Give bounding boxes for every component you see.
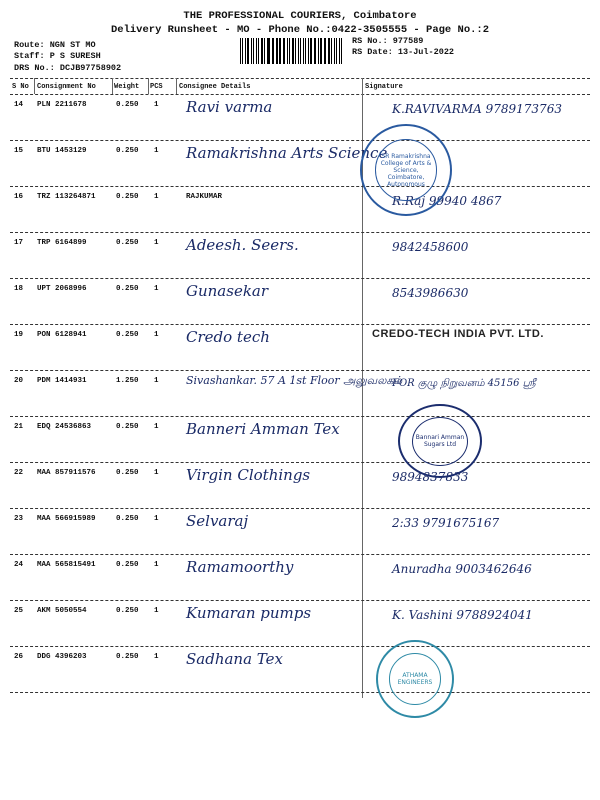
col-divider [34, 78, 35, 94]
row-sno: 26 [14, 653, 24, 661]
row-pcs: 1 [154, 285, 159, 293]
row-consignee: Kumaran pumps [186, 604, 312, 622]
barcode-bar [318, 38, 319, 64]
college-seal [360, 124, 452, 216]
barcode-bar [331, 38, 332, 64]
runsheet-subtitle: Delivery Runsheet - MO - Phone No.:0422-3505555 - Page No.:2 [110, 24, 490, 36]
barcode-bar [300, 38, 301, 64]
row-consignee: Sivashankar. 57 A 1st Floor அலுவலகம் [186, 374, 403, 387]
row-separator [10, 416, 590, 417]
row-pcs: 1 [154, 561, 159, 569]
row-sno: 21 [14, 423, 24, 431]
row-consignee: Virgin Clothings [186, 466, 311, 484]
col-head-signature: Signature [365, 83, 403, 91]
barcode [240, 38, 344, 64]
row-sno: 23 [14, 515, 24, 523]
row-pcs: 1 [154, 331, 159, 339]
row-pcs: 1 [154, 101, 159, 109]
row-sno: 18 [14, 285, 24, 293]
row-consignment-no: PDM 1414931 [37, 377, 87, 385]
barcode-bar [339, 38, 340, 64]
barcode-bar [310, 38, 312, 64]
col-head-consignee: Consignee Details [179, 83, 251, 91]
row-weight: 0.250 [116, 469, 139, 477]
row-signature: K.RAVIVARMA 9789173763 [392, 102, 562, 116]
barcode-bar [264, 38, 265, 64]
drs-number: DRS No.: DCJB97758902 [14, 63, 122, 73]
row-pcs: 1 [154, 469, 159, 477]
col-divider [176, 78, 177, 94]
row-sno: 14 [14, 101, 24, 109]
row-consignee: Ramakrishna Arts Science [186, 144, 388, 162]
barcode-bar [272, 38, 273, 64]
rs-number: RS No.: 977589 [352, 36, 424, 46]
row-signature: R.Raj 99940 4867 [392, 194, 502, 208]
barcode-bar [324, 38, 325, 64]
header-rule-bottom [10, 94, 590, 95]
col-head-weight: Weight [114, 83, 140, 91]
col-divider [148, 78, 149, 94]
staff-label: Staff: P S SURESH [14, 51, 101, 61]
row-sno: 15 [14, 147, 24, 155]
row-weight: 0.250 [116, 193, 139, 201]
barcode-bar [284, 38, 285, 64]
bannari-seal-inner: Bannari Amman Sugars Ltd [412, 417, 468, 466]
row-consignee: Adeesh. Seers. [186, 236, 299, 254]
rs-date: RS Date: 13-Jul-2022 [352, 47, 455, 57]
barcode-bar [298, 38, 299, 64]
header-rule-top [10, 78, 590, 79]
runsheet-title: THE PROFESSIONAL COURIERS, Coimbatore [183, 10, 417, 22]
barcode-bar [268, 38, 269, 64]
row-consignee: RAJKUMAR [186, 193, 223, 201]
row-consignment-no: PON 6128941 [37, 331, 87, 339]
row-weight: 0.250 [116, 285, 139, 293]
barcode-bar [240, 38, 241, 64]
row-pcs: 1 [154, 193, 159, 201]
row-consignment-no: MAA 566915989 [37, 515, 96, 523]
row-separator [10, 600, 590, 601]
row-consignment-no: TRZ 113264871 [37, 193, 96, 201]
barcode-bar [295, 38, 296, 64]
row-consignment-no: TRP 6164899 [37, 239, 87, 247]
row-sno: 16 [14, 193, 24, 201]
row-weight: 0.250 [116, 607, 139, 615]
row-weight: 0.250 [116, 331, 139, 339]
row-signature: 9842458600 [392, 240, 469, 254]
row-sno: 22 [14, 469, 24, 477]
row-consignee: Selvaraj [186, 512, 249, 530]
barcode-bar [334, 38, 335, 64]
row-weight: 0.250 [116, 561, 139, 569]
row-separator [10, 370, 590, 371]
athama-seal [376, 640, 454, 718]
row-sno: 25 [14, 607, 24, 615]
row-consignment-no: DDG 4396203 [37, 653, 87, 661]
row-pcs: 1 [154, 653, 159, 661]
route-label: Route: NGN ST MO [14, 40, 96, 50]
row-signature: Anuradha 9003462646 [392, 562, 532, 576]
row-weight: 0.250 [116, 147, 139, 155]
row-consignee: Gunasekar [186, 282, 269, 300]
row-signature: 2:33 9791675167 [392, 516, 500, 530]
row-consignment-no: MAA 857911576 [37, 469, 96, 477]
row-separator [10, 232, 590, 233]
barcode-bar [287, 38, 288, 64]
row-separator [10, 692, 590, 693]
col-head-consignment: Consignment No [37, 83, 96, 91]
credo-tech-stamp: CREDO-TECH INDIA PVT. LTD. [372, 328, 544, 340]
barcode-bar [256, 38, 257, 64]
row-weight: 0.250 [116, 101, 139, 109]
college-seal-inner: SR Ramakrishna College of Arts & Science, Coimbatore, Autonomous [375, 139, 437, 201]
barcode-bar [253, 38, 254, 64]
barcode-bar [325, 38, 326, 64]
row-consignment-no: AKM 5050554 [37, 607, 87, 615]
barcode-bar [292, 38, 294, 64]
row-separator [10, 324, 590, 325]
row-pcs: 1 [154, 239, 159, 247]
row-weight: 0.250 [116, 423, 139, 431]
row-sno: 24 [14, 561, 24, 569]
row-weight: 0.250 [116, 239, 139, 247]
col-head-pcs: PCS [150, 83, 163, 91]
row-sno: 20 [14, 377, 24, 385]
barcode-bar [303, 38, 304, 64]
athama-seal-inner: ATHAMA ENGINEERS [389, 653, 441, 705]
row-consignment-no: UPT 2068996 [37, 285, 87, 293]
barcode-bar [273, 38, 274, 64]
row-signature: FOR குழு நிறுவனம் 45156 ஸ்ரீ [392, 378, 536, 389]
row-weight: 1.250 [116, 377, 139, 385]
barcode-bar [308, 38, 309, 64]
bannari-seal [398, 404, 482, 478]
row-signature: K. Vashini 9788924041 [392, 608, 533, 622]
barcode-bar [289, 38, 290, 64]
barcode-bar [276, 38, 278, 64]
barcode-bar [315, 38, 316, 64]
barcode-bar [279, 38, 280, 64]
row-separator [10, 278, 590, 279]
row-consignee: Ravi varma [186, 98, 273, 116]
row-pcs: 1 [154, 423, 159, 431]
row-pcs: 1 [154, 377, 159, 385]
barcode-bar [341, 38, 342, 64]
row-weight: 0.250 [116, 653, 139, 661]
col-divider [112, 78, 113, 94]
row-consignee: Ramamoorthy [186, 558, 294, 576]
barcode-bar [258, 38, 259, 64]
row-pcs: 1 [154, 607, 159, 615]
row-separator [10, 140, 590, 141]
row-weight: 0.250 [116, 515, 139, 523]
row-separator [10, 508, 590, 509]
barcode-bar [242, 38, 243, 64]
barcode-bar [320, 38, 321, 64]
row-consignee: Banneri Amman Tex [186, 420, 340, 438]
row-signature: 8543986630 [392, 286, 469, 300]
barcode-bar [247, 38, 249, 64]
col-head-sno: S No [12, 83, 29, 91]
row-consignment-no: PLN 2211678 [37, 101, 87, 109]
row-pcs: 1 [154, 147, 159, 155]
row-consignee: Credo tech [186, 328, 270, 346]
row-separator [10, 554, 590, 555]
barcode-bar [336, 38, 337, 64]
row-pcs: 1 [154, 515, 159, 523]
row-separator [10, 462, 590, 463]
row-signature: 9894837833 [392, 470, 469, 484]
barcode-bar [314, 38, 315, 64]
row-consignment-no: EDQ 24536863 [37, 423, 92, 431]
row-sno: 17 [14, 239, 24, 247]
barcode-bar [267, 38, 268, 64]
row-sno: 19 [14, 331, 24, 339]
row-separator [10, 646, 590, 647]
barcode-bar [245, 38, 246, 64]
row-consignment-no: BTU 1453129 [37, 147, 87, 155]
row-separator [10, 186, 590, 187]
barcode-bar [261, 38, 263, 64]
barcode-bar [328, 38, 330, 64]
row-consignee: Sadhana Tex [186, 650, 283, 668]
row-consignment-no: MAA 565815491 [37, 561, 96, 569]
barcode-bar [283, 38, 284, 64]
barcode-bar [251, 38, 252, 64]
barcode-bar [305, 38, 306, 64]
